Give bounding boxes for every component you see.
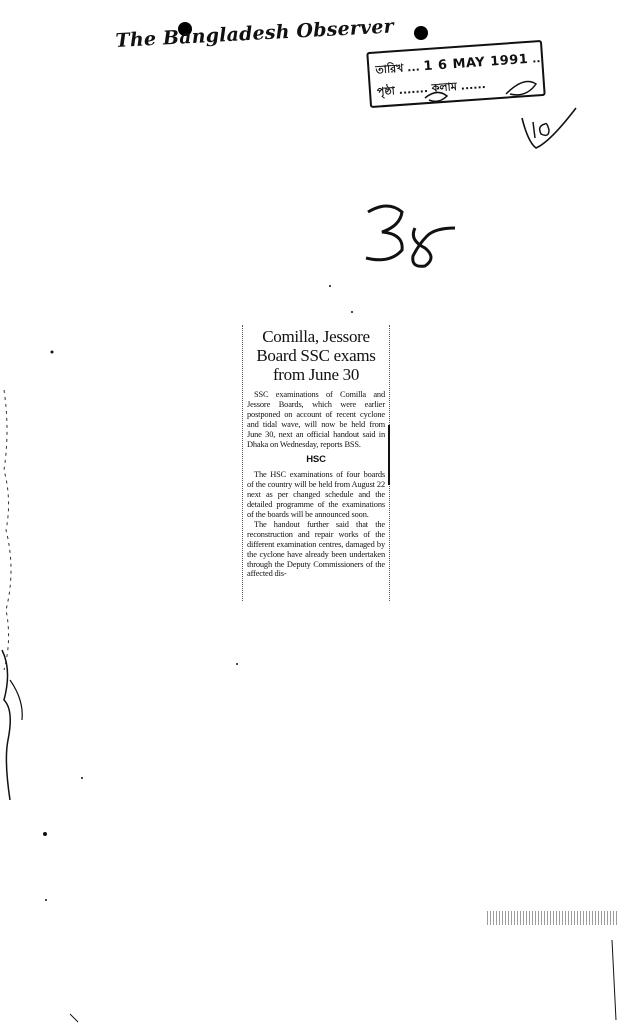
stamp-page-label: পৃষ্ঠা <box>376 84 396 99</box>
stamp-date-value: 1 6 MAY 1991 <box>423 51 529 75</box>
torn-edge <box>487 911 618 925</box>
article-paragraph: The handout further said that the reconstruction and repair works of the different examination centres, damaged by the cyclone have already been undertaken through the Deputy Commissioners of the affected dis- <box>247 519 385 579</box>
stamp-date-label: তারিখ <box>375 61 404 77</box>
article-paragraph: SSC examinations of Comilla and Jessore Boards, which were earlier postponed on account of recent cyclone and tidal wave, will now be held from June 30, next an official handout said in Dhaka on Wednesday, reports BSS. <box>247 390 385 449</box>
article-paragraph: The HSC examinations of four boards of the country will be held from August 22 next as per changed schedule and the detailed programme of the examinations of the boards will be announced soon. <box>247 470 385 519</box>
article-body <box>247 390 385 579</box>
headline-line: Comilla, Jessore <box>262 327 370 346</box>
article-subhead: HSC <box>306 454 326 466</box>
headline-line: from June 30 <box>272 365 360 384</box>
newspaper-masthead: The Bangladesh Observer <box>115 15 395 52</box>
column-rule <box>388 425 390 485</box>
stamp-column-label: কলাম <box>431 79 458 95</box>
stamp-page-row: পৃষ্ঠা ....... কলাম ...... <box>376 77 487 99</box>
newspaper-clipping <box>242 325 390 601</box>
headline-line: Board SSC exams <box>256 346 376 365</box>
article-headline <box>243 327 389 384</box>
stamp-date-row: তারিখ ... 1 6 MAY 1991 .. <box>375 51 541 77</box>
